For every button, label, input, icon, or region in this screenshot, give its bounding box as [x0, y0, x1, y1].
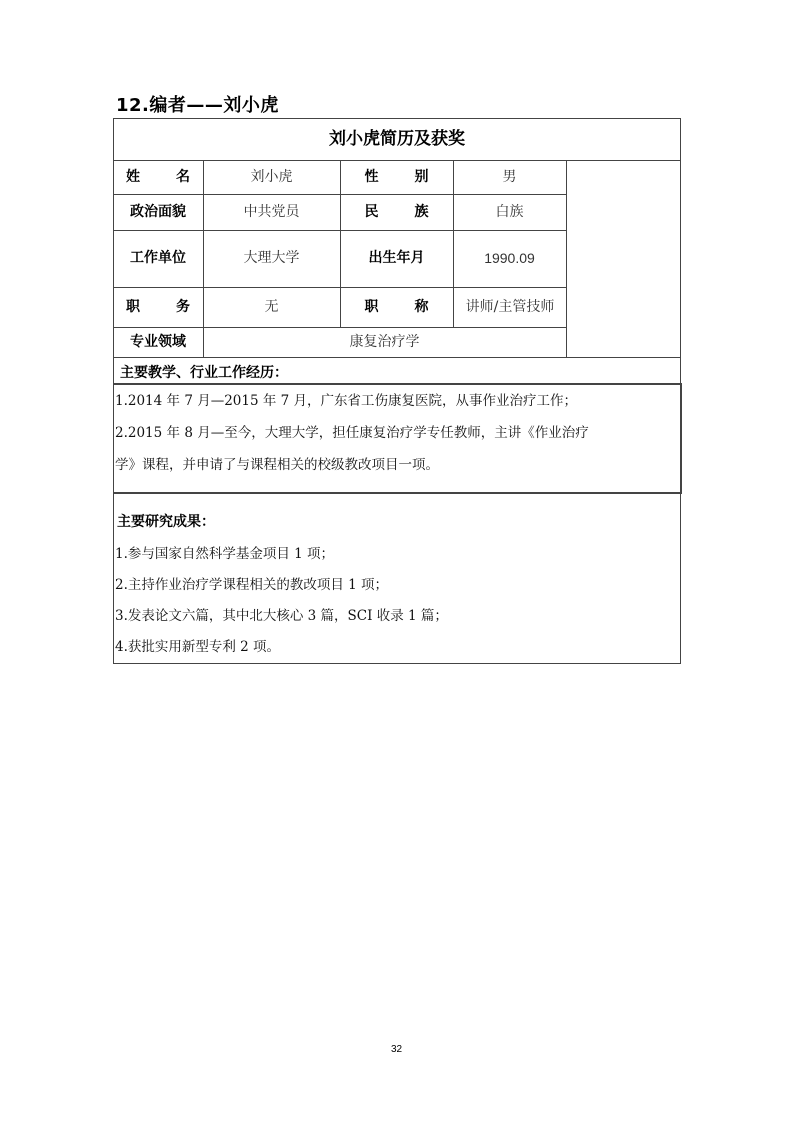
label-title-char2: 称	[414, 298, 429, 315]
experience-line: 1.2014 年 7 月—2015 年 7 月，广东省工伤康复医院，从事作业治疗工作；	[115, 393, 578, 409]
label-title	[340, 287, 453, 327]
label-ethnicity	[340, 194, 453, 230]
label-position	[113, 287, 203, 327]
research-line: 4.获批实用新型专利 2 项。	[115, 639, 281, 655]
section-heading: 12.编者——刘小虎	[116, 95, 279, 116]
page-number: 32	[390, 1044, 403, 1055]
value-workplace: 大理大学	[243, 250, 300, 267]
research-line: 1.参与国家自然科学基金项目 1 项；	[115, 546, 335, 562]
label-field: 专业领域	[130, 333, 186, 350]
value-title: 讲师/主管技师	[465, 298, 555, 315]
label-name-char2: 名	[176, 168, 190, 185]
label-position-char1: 职	[126, 298, 140, 315]
label-gender	[340, 160, 453, 194]
table-title: 刘小虎简历及获奖	[329, 128, 465, 149]
grid-line	[113, 383, 681, 385]
research-line: 3.发表论文六篇，其中北大核心 3 篇，SCI 收录 1 篇；	[115, 608, 448, 624]
value-political-status: 中共党员	[243, 203, 300, 220]
value-position: 无	[264, 298, 279, 315]
grid-line	[113, 492, 681, 494]
experience-line: 2.2015 年 8 月—至今，大理大学，担任康复治疗学专任教师，主讲《作业治疗	[115, 425, 589, 441]
value-ethnicity: 白族	[495, 203, 524, 220]
label-ethnicity-char1: 民	[364, 203, 379, 220]
research-heading: 主要研究成果：	[117, 514, 215, 530]
grid-line	[113, 357, 681, 358]
label-political-status: 政治面貌	[130, 203, 186, 220]
value-field: 康复治疗学	[349, 333, 420, 350]
label-gender-char1: 性	[364, 168, 379, 185]
label-gender-char2: 别	[414, 168, 429, 185]
research-line: 2.主持作业治疗学课程相关的教改项目 1 项；	[115, 577, 389, 593]
grid-line	[566, 160, 567, 357]
label-title-char1: 职	[364, 298, 379, 315]
label-ethnicity-char2: 族	[414, 203, 429, 220]
value-gender: 男	[502, 168, 517, 185]
label-name-char1: 姓	[126, 168, 140, 185]
label-name	[113, 160, 203, 194]
experience-line: 学》课程，并申请了与课程相关的校级教改项目一项。	[115, 457, 439, 473]
label-workplace: 工作单位	[130, 250, 186, 267]
value-name: 刘小虎	[250, 168, 293, 185]
value-birth-date: 1990.09	[484, 250, 535, 267]
grid-line	[680, 383, 682, 494]
experience-heading: 主要教学、行业工作经历：	[120, 365, 288, 381]
label-position-char2: 务	[176, 298, 190, 315]
label-birth-date: 出生年月	[368, 250, 425, 267]
